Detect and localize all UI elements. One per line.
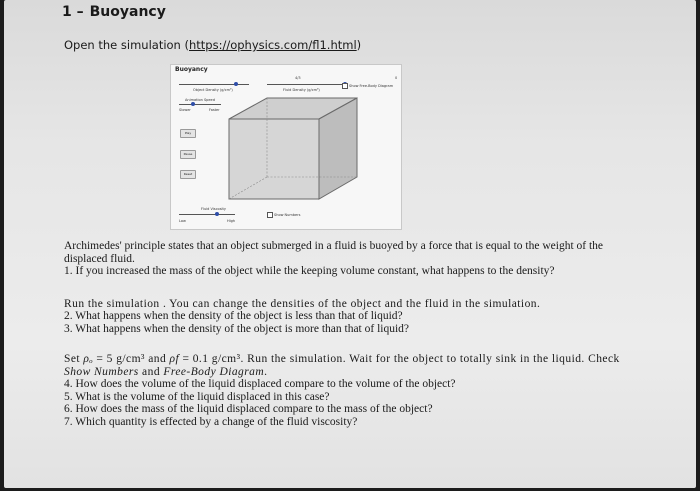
principle-paragraph: Archimedes' principle states that an object submerged in a fluid is buoyed by a force that is equal to the weight of the displaced fluid.: [64, 240, 604, 265]
worksheet-body: [64, 240, 644, 428]
fluid-viscosity-label: Fluid Viscosity: [201, 207, 226, 211]
section-number: 1 –: [62, 4, 84, 20]
run-instructions: Run the simulation . You can change the densities of the object and the fluid in the simulation.: [64, 297, 541, 310]
slower-label: Slower: [179, 108, 191, 112]
and-word: and: [138, 365, 164, 378]
sim-zero: 0: [395, 76, 398, 80]
show-numbers-ref: Show Numbers: [64, 365, 139, 378]
question-4: 4. How does the volume of the liquid displaced compare to the volume of the object?: [64, 378, 456, 390]
pause-button[interactable]: Pause: [180, 150, 196, 159]
intro-line: [64, 38, 361, 52]
low-label: Low: [179, 219, 186, 223]
faster-label: Faster: [209, 108, 220, 112]
sim-readout: 4/3: [295, 76, 301, 80]
show-fbd-label: Show Free-Body Diagram: [349, 84, 394, 88]
rho-object-symbol: ρₒ: [83, 353, 94, 365]
fluid-viscosity-slider[interactable]: [179, 214, 235, 215]
high-label: High: [227, 219, 236, 223]
show-numbers-label: Show Numbers: [274, 213, 301, 217]
section-title: Buoyancy: [89, 4, 166, 20]
intro-prefix: Open the simulation (: [64, 38, 189, 52]
set-eq2: = 0.1 g/cm³. Run the simulation. Wait for the object to totally sink in the liquid. Check: [179, 353, 620, 365]
fluid-density-label: Fluid Density (g/cm³): [283, 88, 320, 92]
submerged-box-drawing: [171, 65, 401, 229]
simulation-link[interactable]: https://ophysics.com/fl1.html: [189, 38, 357, 52]
question-5: 5. What is the volume of the liquid displaced in this case?: [64, 390, 330, 403]
section-heading: [62, 4, 172, 20]
question-1: 1. If you increased the mass of the object while the keeping volume constant, what happens to the density?: [64, 265, 555, 277]
set-period: .: [264, 365, 268, 378]
question-7: 7. Which quantity is effected by a change of the fluid viscosity?: [64, 415, 358, 428]
question-3: 3. What happens when the density of the object is more than that of liquid?: [64, 322, 410, 335]
worksheet-page: [4, 0, 696, 488]
intro-suffix: ): [356, 38, 362, 52]
question-6: 6. How does the mass of the liquid displaced compare to the mass of the object?: [64, 403, 433, 415]
object-density-label: Object Density (g/cm³): [193, 88, 233, 92]
fluid-viscosity-knob[interactable]: [215, 212, 219, 216]
simulation-panel: [170, 64, 402, 230]
set-prefix: Set: [64, 353, 84, 365]
question-2: 2. What happens when the density of the object is less than that of liquid?: [64, 310, 403, 322]
rho-fluid-symbol: ρf: [169, 353, 180, 365]
set-eq1: = 5 g/cm³ and: [93, 353, 170, 365]
reset-button[interactable]: Reset: [180, 170, 196, 179]
animation-speed-label: Animation Speed: [185, 98, 215, 102]
play-button[interactable]: Play: [180, 129, 196, 138]
set-instructions: [64, 353, 644, 378]
fbd-ref: Free-Body Diagram: [163, 365, 265, 378]
sim-title: Buoyancy: [175, 66, 208, 73]
show-numbers-checkbox[interactable]: [267, 212, 273, 218]
